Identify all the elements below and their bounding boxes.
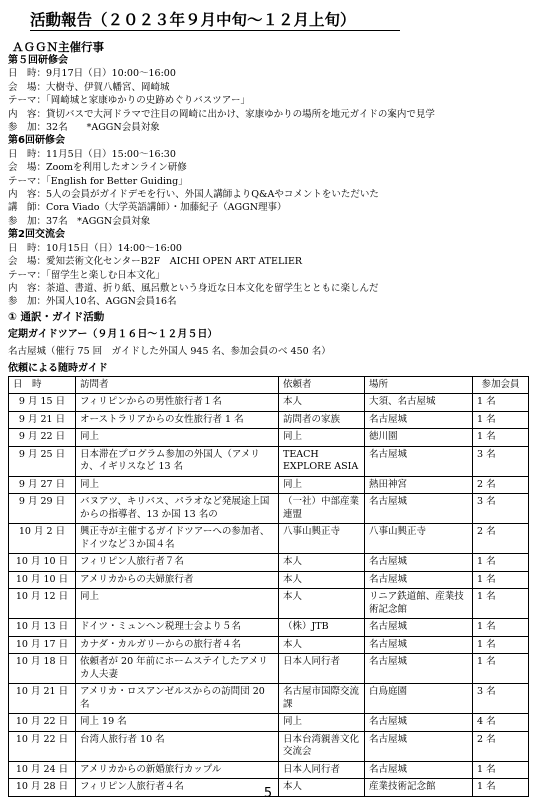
requester-cell: TEACH EXPLORE ASIA [279,446,365,476]
requester-cell: 本人 [279,636,365,654]
requester-cell: 訪問者の家族 [279,411,365,429]
members-cell: 1 名 [473,654,529,684]
date-cell: 10 月 10 日 [9,571,76,589]
date-cell: 10 月 13 日 [9,619,76,637]
visitor-cell: アメリカからの夫婦旅行者 [76,571,279,589]
members-cell: 1 名 [473,619,529,637]
members-cell: 1 名 [473,636,529,654]
event-detail-line: 参 加：32名 *AGGN会員対象 [8,122,160,134]
date-cell: 10 月 17 日 [9,636,76,654]
table-row [9,654,529,684]
col-header-members: 参加会員 [473,376,529,394]
event-detail-line: 日 時：11月5日（日）15:00〜16:30 [8,148,176,160]
table-row [9,571,529,589]
event-detail-line: 内 容：茶道、書道、折り紙、風呂敷という身近な日本文化を留学生とともに楽しんだ [8,282,379,294]
event-detail-line: テーマ：「留学生と楽しむ日本文化」 [8,269,165,281]
members-cell: 2 名 [473,731,529,761]
event-detail-line: テーマ：「English for Better Guiding」 [8,175,188,187]
place-cell: 名古屋城 [365,494,473,524]
visitor-cell: ドイツ・ミュンヘン税理士会より５名 [76,619,279,637]
table-row [9,446,529,476]
col-header-place: 場所 [365,376,473,394]
table-row [9,476,529,494]
table-row [9,619,529,637]
date-cell: 10 月 28 日 [9,779,76,797]
event-detail-line: 内 容：貸切バスで大河ドラマで注目の岡崎に出かけ、家康ゆかりの場所を地元ガイドの案内で見学 [8,108,435,120]
place-cell: 名古屋城 [365,714,473,732]
regular-tour-heading: 定期ガイドツアー（９月１６日〜１２月５日） [8,328,218,340]
event-detail-line: 講 師：Cora Viado（大学英語講師）・加藤紀子（AGGN理事） [8,202,287,214]
requester-cell: 日本台湾親善文化交流会 [279,731,365,761]
requester-cell: 日本人同行者 [279,654,365,684]
visitor-cell: 同上 [76,589,279,619]
place-cell: 名古屋城 [365,654,473,684]
table-row [9,429,529,447]
visitor-cell: バヌアツ、キリバス、パラオなど発展途上国からの指導者、13 か国 13 名の [76,494,279,524]
visitor-cell: フィリピン人旅行者４名 [76,779,279,797]
col-header-date: 日 時 [9,376,76,394]
event-detail-line: テーマ：「岡崎城と家康ゆかりの史跡めぐりバスツアー」 [8,95,250,107]
date-cell: 10 月 21 日 [9,684,76,714]
members-cell: 2 名 [473,476,529,494]
members-cell: 1 名 [473,554,529,572]
place-cell: 名古屋城 [365,731,473,761]
visitor-cell: フィリピン人旅行者７名 [76,554,279,572]
table-row [9,714,529,732]
members-cell: 1 名 [473,761,529,779]
requester-cell: （一社）中部産業連盟 [279,494,365,524]
regular-tour-summary: 名古屋城（催行 75 回 ガイドした外国人 945 名、参加会員のべ 450 名） [8,345,331,357]
visitor-cell: 依頼者が 20 年前にホームステイしたアメリカ人夫妻 [76,654,279,684]
event-heading: 第５回研修会 [8,55,68,66]
visitor-cell: 同上 19 名 [76,714,279,732]
date-cell: 9 月 21 日 [9,411,76,429]
table-row [9,636,529,654]
event-detail-line: 日 時：9月17日（日）10:00〜16:00 [8,68,176,80]
date-cell: 9 月 29 日 [9,494,76,524]
members-cell: 3 名 [473,494,529,524]
date-cell: 10 月 24 日 [9,761,76,779]
place-cell: 白鳥庭園 [365,684,473,714]
requester-cell: 日本人同行者 [279,761,365,779]
table-header-row [9,376,529,394]
requester-cell: 本人 [279,779,365,797]
requester-cell: 名古屋市国際交流課 [279,684,365,714]
requester-cell: 本人 [279,554,365,572]
date-cell: 10 月 2 日 [9,524,76,554]
visitor-cell: オーストラリアからの女性旅行者 1 名 [76,411,279,429]
on-demand-heading: 依頼による随時ガイド [8,362,108,374]
date-cell: 10 月 10 日 [9,554,76,572]
requester-cell: 八事山興正寺 [279,524,365,554]
visitor-cell: 同上 [76,476,279,494]
members-cell: 3 名 [473,446,529,476]
event-heading: 第2回交流会 [8,229,65,241]
section-heading: ① 通訳・ガイド活動 [8,310,105,323]
table-row [9,394,529,412]
place-cell: リニア鉄道館、産業技術記念館 [365,589,473,619]
place-cell: 名古屋城 [365,554,473,572]
event-detail-line: 会 場：愛知芸術文化センターB2F AICHI OPEN ART ATELIER [8,256,303,268]
date-cell: 10 月 22 日 [9,714,76,732]
place-cell: 名古屋城 [365,571,473,589]
place-cell: 徳川園 [365,429,473,447]
requester-cell: 本人 [279,571,365,589]
event-detail-line: 日 時：10月15日（日）14:00〜16:00 [8,242,182,254]
date-cell: 10 月 22 日 [9,731,76,761]
date-cell: 9 月 27 日 [9,476,76,494]
requester-cell: 同上 [279,476,365,494]
event-heading: 第6回研修会 [8,135,65,147]
table-row [9,411,529,429]
place-cell: 名古屋城 [365,619,473,637]
members-cell: 3 名 [473,684,529,714]
place-cell: 名古屋城 [365,411,473,429]
visitor-cell: フィリピンからの男性旅行者１名 [76,394,279,412]
col-header-visitor: 訪問者 [76,376,279,394]
table-row [9,684,529,714]
visitor-cell: 興正寺が主催するガイドツアーへの参加者、ドイツなど３か国４名 [76,524,279,554]
event-detail-line: 参 加：37名 *AGGN会員対象 [8,215,151,227]
page-number: 5 [263,786,273,801]
visitor-cell: アメリカからの新婚旅行カップル [76,761,279,779]
table-row [9,554,529,572]
event-detail-line: 内 容：5人の会員がガイドデモを行い、外国人講師よりQ&Aやコメントをいただいた [8,189,379,201]
visitor-cell: 同上 [76,429,279,447]
members-cell: 4 名 [473,714,529,732]
place-cell: 大須、名古屋城 [365,394,473,412]
table-row [9,524,529,554]
members-cell: 2 名 [473,524,529,554]
table-row [9,494,529,524]
col-header-requester: 依頼者 [279,376,365,394]
requester-cell: （株）JTB [279,619,365,637]
members-cell: 1 名 [473,571,529,589]
table-row [9,589,529,619]
visitor-cell: 日本滞在プログラム参加の外国人（アメリカ、イギリスなど 13 名 [76,446,279,476]
visitor-cell: 台湾人旅行者 10 名 [76,731,279,761]
place-cell: 産業技術記念館 [365,779,473,797]
requester-cell: 本人 [279,394,365,412]
date-cell: 9 月 25 日 [9,446,76,476]
place-cell: 名古屋城 [365,446,473,476]
table-row [9,761,529,779]
requester-cell: 同上 [279,714,365,732]
page-title: 活動報告（２０２３年９月中旬〜１２月上旬） [30,10,400,31]
requester-cell: 本人 [279,589,365,619]
report-body [8,40,528,797]
place-cell: 熱田神宮 [365,476,473,494]
members-cell: 1 名 [473,429,529,447]
date-cell: 9 月 22 日 [9,429,76,447]
members-cell: 1 名 [473,394,529,412]
table-row [9,731,529,761]
guide-table [8,376,529,797]
requester-cell: 同上 [279,429,365,447]
place-cell: 名古屋城 [365,761,473,779]
visitor-cell: カナダ・カルガリーからの旅行者４名 [76,636,279,654]
date-cell: 9 月 15 日 [9,394,76,412]
date-cell: 10 月 12 日 [9,589,76,619]
place-cell: 名古屋城 [365,636,473,654]
members-cell: 1 名 [473,411,529,429]
org-heading: ＡＧＧＮ主催行事 [12,40,104,54]
members-cell: 1 名 [473,779,529,797]
event-detail-line: 参 加：外国人10名、AGGN会員16名 [8,296,177,308]
event-detail-line: 会 場：大樹寺、伊賀八幡宮、岡崎城 [8,81,170,93]
event-detail-line: 会 場：Zoomを利用したオンライン研修 [8,162,187,174]
visitor-cell: アメリカ・ロスアンゼルスからの訪問団 20 名 [76,684,279,714]
place-cell: 八事山興正寺 [365,524,473,554]
members-cell: 1 名 [473,589,529,619]
event-list [8,54,528,309]
date-cell: 10 月 18 日 [9,654,76,684]
